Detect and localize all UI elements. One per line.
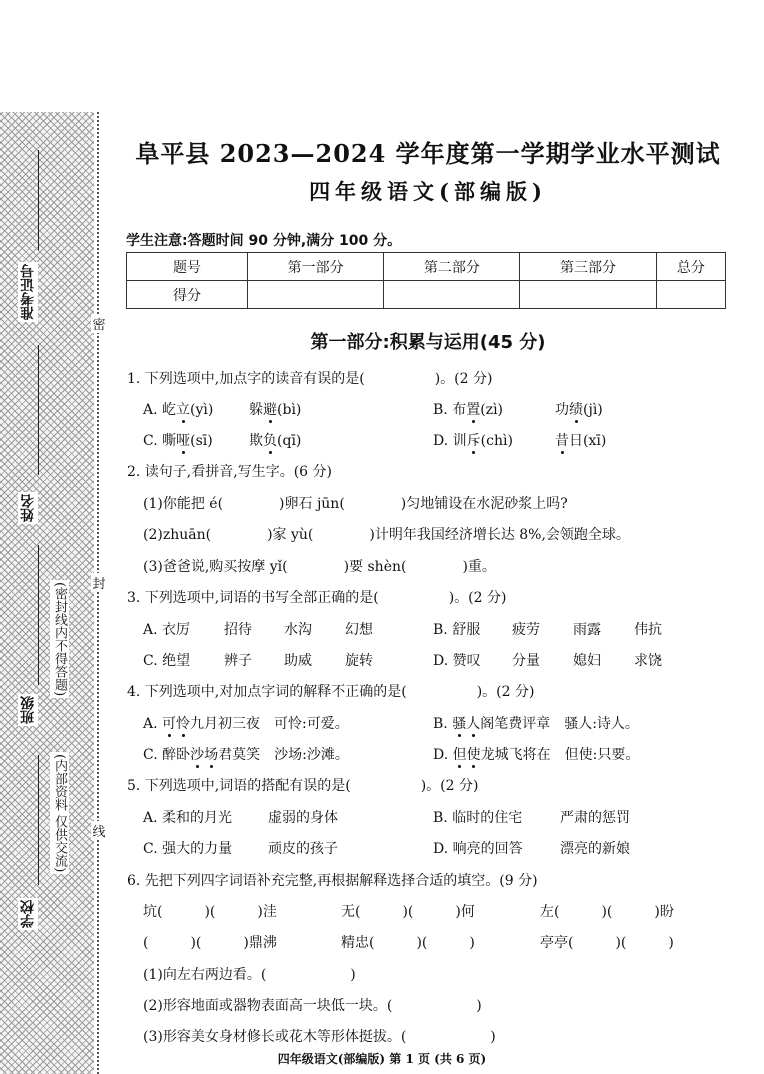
q3-c-1: C. 绝望 [143, 653, 191, 669]
answer-underline [38, 755, 39, 885]
emphasis-dot-char: 斥 [466, 433, 481, 449]
score-table [126, 252, 726, 309]
q1-option-b: B. 布置(zì) [433, 402, 504, 418]
emphasis-dot-char: 人 [466, 716, 481, 732]
answer-underline [38, 150, 39, 250]
score-input-cell[interactable] [248, 281, 384, 309]
q3-a-3: 水沟 [284, 622, 312, 638]
q5-b-2: 严肃的惩罚 [560, 810, 630, 826]
q5-c-2: 顽皮的孩子 [268, 841, 338, 857]
seal-line [97, 112, 99, 1074]
q3-b-1: B. 舒服 [433, 622, 481, 638]
q6-word-1: 坑( )( )洼 [143, 904, 277, 920]
q6-word-3: 左( )( )盼 [540, 904, 674, 920]
q1-a1: 屹立(yì) [162, 402, 214, 418]
emphasis-dot-char: 但 [452, 747, 467, 763]
q3-a-2: 招待 [224, 622, 252, 638]
score-table-header-row [127, 253, 726, 281]
q1-b2: 功绩(jì) [555, 402, 603, 418]
q1-option-d: D. 训斥(chì) [433, 433, 513, 449]
emphasis-dot-char: 置 [466, 402, 481, 418]
q3-d-3: 媳妇 [573, 653, 601, 669]
q6-word-2: 无( )( )何 [341, 904, 475, 920]
q5-a-2: 虚弱的身体 [268, 810, 338, 826]
q6-sentence-3: (3)形容美女身材修长或花木等形体挺拔。( ) [143, 1029, 496, 1045]
school-label: 学校 [20, 900, 36, 928]
score-input-cell[interactable] [384, 281, 520, 309]
answer-underline [38, 545, 39, 685]
q6-stem: 6. 先把下列四字词语补充完整,再根据解释选择合适的填空。(9 分) [127, 873, 538, 889]
q1-b1: 布置(zì) [452, 402, 504, 418]
answer-underline [38, 345, 39, 475]
score-table-row [127, 281, 726, 309]
table-cell: 题号 [127, 253, 248, 281]
emphasis-dot-char: 立 [176, 402, 191, 418]
q5-c-1: C. 强大的力量 [143, 841, 233, 857]
emphasis-dot-char: 哑 [176, 433, 191, 449]
q1-option-c: C. 嘶哑(sī) [143, 433, 213, 449]
q1-stem: 1. 下列选项中,加点字的读音有误的是( )。(2 分) [127, 371, 493, 387]
q4-option-b: B. 骚人阁笔费评章 骚人:诗人。 [433, 716, 639, 732]
exam-number-label: 准考证号 [20, 264, 36, 320]
q4-option-a: A. 可怜九月初三夜 可怜:可爱。 [143, 716, 349, 732]
internal-note: (内部资料 仅供交流) [52, 754, 67, 873]
q2-line-3: (3)爸爸说,购买按摩 yǐ( )要 shèn( )重。 [143, 559, 496, 575]
q3-b-2: 疲劳 [512, 622, 540, 638]
seal-word-xian: 线 [91, 821, 107, 840]
q6-sentence-1: (1)向左右两边看。( ) [143, 967, 356, 983]
q3-b-4: 伟抗 [634, 622, 662, 638]
q3-d-2: 分量 [512, 653, 540, 669]
emphasis-dot-char: 场 [204, 747, 219, 763]
seal-word-feng: 封 [91, 573, 107, 592]
name-label: 姓名 [20, 494, 36, 522]
score-input-cell[interactable] [656, 281, 725, 309]
q3-b-3: 雨露 [573, 622, 601, 638]
exam-subtitle: 四年级语文(部编版) [309, 179, 547, 204]
q3-c-2: 辨子 [224, 653, 252, 669]
exam-title: 阜平县 2023—2024 学年度第一学期学业水平测试 [135, 139, 721, 168]
q3-a-4: 幻想 [345, 622, 373, 638]
emphasis-dot-char: 可 [162, 716, 177, 732]
q6-sentence-2: (2)形容地面或器物表面高一块低一块。( ) [143, 998, 482, 1014]
q1-a2: 躲避(bì) [249, 402, 302, 418]
q3-a-1: A. 衣厉 [143, 622, 191, 638]
q1-option-a: A. 屹立(yì) [143, 402, 214, 418]
table-cell: 第一部分 [248, 253, 384, 281]
q5-stem: 5. 下列选项中,词语的搭配有误的是( )。(2 分) [127, 778, 479, 794]
q5-d-2: 漂亮的新娘 [560, 841, 630, 857]
q3-stem: 3. 下列选项中,词语的书写全部正确的是( )。(2 分) [127, 590, 507, 606]
class-label: 班级 [20, 696, 36, 724]
q4-stem: 4. 下列选项中,对加点字词的解释不正确的是( )。(2 分) [127, 684, 535, 700]
page-footer: 四年级语文(部编版) 第 1 页 (共 6 页) [277, 1052, 487, 1066]
q2-line-1: (1)你能把 é( )卵石 jūn( )匀地铺设在水泥砂浆上吗? [143, 496, 568, 512]
q3-d-4: 求饶 [634, 653, 662, 669]
q2-line-2: (2)zhuān( )家 yù( )计明年我国经济增长达 8%,会领跑全球。 [143, 527, 630, 543]
emphasis-dot-char: 沙 [190, 747, 205, 763]
q6-word-5: 精忠( )( ) [341, 935, 475, 951]
emphasis-dot-char: 绩 [569, 402, 583, 418]
q2-stem: 2. 读句子,看拼音,写生字。(6 分) [127, 464, 332, 480]
q3-c-4: 旋转 [345, 653, 373, 669]
q5-d-1: D. 响亮的回答 [433, 841, 523, 857]
table-cell: 第三部分 [520, 253, 656, 281]
emphasis-dot-char: 使 [466, 747, 481, 763]
table-cell: 得分 [127, 281, 248, 309]
seal-note: (密封线内不得答题) [52, 582, 67, 697]
seal-word-mi: 密 [91, 314, 107, 333]
table-cell: 总分 [656, 253, 725, 281]
q4-option-d: D. 但使龙城飞将在 但使:只要。 [433, 747, 640, 763]
section-title: 第一部分:积累与运用(45 分) [310, 332, 546, 353]
q6-word-4: ( )( )鼎沸 [143, 935, 277, 951]
q3-c-3: 助威 [284, 653, 312, 669]
student-notice: 学生注意:答题时间 90 分钟,满分 100 分。 [126, 233, 402, 249]
q1-c2: 欺负(qī) [249, 433, 302, 449]
score-input-cell[interactable] [520, 281, 656, 309]
q3-d-1: D. 赞叹 [433, 653, 481, 669]
emphasis-dot-char: 昔 [555, 433, 569, 449]
q5-b-1: B. 临时的住宅 [433, 810, 523, 826]
emphasis-dot-char: 负 [263, 433, 277, 449]
q5-a-1: A. 柔和的月光 [143, 810, 233, 826]
q6-word-6: 亭亭( )( ) [540, 935, 674, 951]
q1-d1: 训斥(chì) [452, 433, 513, 449]
emphasis-dot-char: 骚 [452, 716, 467, 732]
binding-margin-pattern [0, 112, 94, 1074]
q1-d2: 昔日(xī) [555, 433, 607, 449]
q1-c1: 嘶哑(sī) [162, 433, 213, 449]
emphasis-dot-char: 怜 [176, 716, 191, 732]
emphasis-dot-char: 避 [263, 402, 277, 418]
q4-option-c: C. 醉卧沙场君莫笑 沙场:沙滩。 [143, 747, 349, 763]
table-cell: 第二部分 [384, 253, 520, 281]
